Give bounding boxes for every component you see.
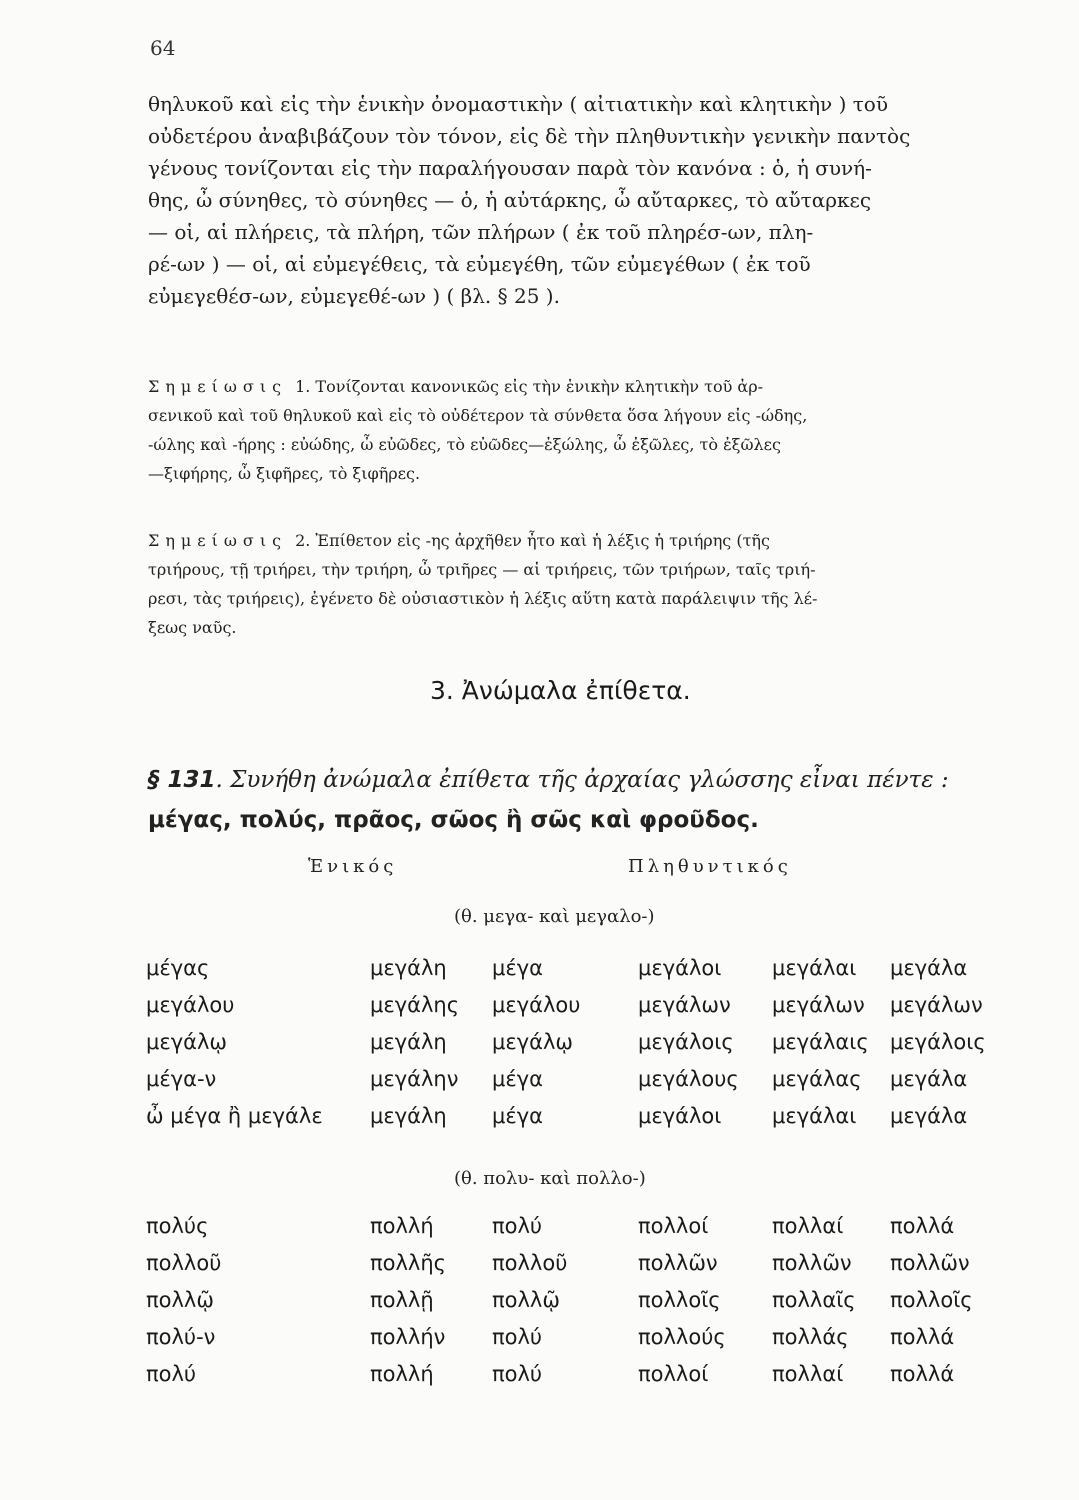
table-cell: πολλοί bbox=[638, 1362, 709, 1386]
table-cell: πολλῇ bbox=[370, 1288, 434, 1312]
text-line: 1. Τονίζονται κανονικῶς εἰς τὴν ἑνικὴν κλητικὴν τοῦ ἀρ- bbox=[295, 377, 764, 396]
table-cell: πολλαί bbox=[772, 1362, 844, 1386]
text-line: θηλυκοῦ καὶ εἰς τὴν ἑνικὴν ὀνομαστικὴν ( αἰτιατικὴν καὶ κλητικὴν ) τοῦ bbox=[148, 92, 888, 116]
table-cell: μεγάλη bbox=[370, 956, 447, 980]
adjective-list: μέγας, πολύς, πρᾶος, σῶος ἢ σῶς καὶ φροῦδος. bbox=[148, 807, 759, 833]
section-number: § 131 bbox=[148, 767, 216, 793]
table-cell: πολλαί bbox=[772, 1214, 844, 1238]
table-cell: πολύ bbox=[492, 1214, 543, 1238]
text-line: σενικοῦ καὶ τοῦ θηλυκοῦ καὶ εἰς τὸ οὐδέτερον τὰ σύνθετα ὅσα λήγουν εἰς -ώδης, bbox=[148, 406, 808, 425]
table-cell: μέγα bbox=[492, 1067, 543, 1091]
table-cell: μεγάλα bbox=[890, 1104, 968, 1128]
table-cell: μεγάλας bbox=[772, 1067, 862, 1091]
plural-header: Πληθυντικός bbox=[628, 856, 792, 877]
table-cell: μεγάλη bbox=[370, 1104, 447, 1128]
table-cell: μεγάλης bbox=[370, 993, 460, 1017]
note-label: Σημείωσις bbox=[148, 377, 288, 396]
table-cell: πολλά bbox=[890, 1325, 955, 1349]
megas-stem: (θ. μεγα- καὶ μεγαλο-) bbox=[454, 906, 655, 927]
section-heading: 3. Ἀνώμαλα ἐπίθετα. bbox=[430, 676, 691, 705]
text-line: γένους τονίζονται εἰς τὴν παραλήγουσαν παρὰ τὸν κανόνα : ὁ, ἡ συνή- bbox=[148, 156, 872, 180]
text-line: ρεσι, τὰς τριήρεις), ἐγένετο δὲ οὐσιαστικὸν ἡ λέξις αὕτη κατὰ παράλειψιν τῆς λέ- bbox=[148, 589, 818, 608]
table-cell: πολλοῖς bbox=[638, 1288, 721, 1312]
table-cell: πολλοῖς bbox=[890, 1288, 973, 1312]
table-cell: μεγάλῳ bbox=[146, 1030, 227, 1054]
section-intro: . Συνήθη ἀνώμαλα ἐπίθετα τῆς ἀρχαίας γλώσσης εἶναι πέντε : bbox=[215, 767, 949, 793]
table-cell: πολλῶν bbox=[890, 1251, 970, 1275]
table-cell: πολλῷ bbox=[146, 1288, 214, 1312]
table-cell: μεγάλην bbox=[370, 1067, 459, 1091]
text-line: 2. Ἐπίθετον εἰς -ης ἀρχῆθεν ἦτο καὶ ἡ λέξις ἡ τριήρης (τῆς bbox=[295, 531, 770, 550]
text-line: τριήρους, τῇ τριήρει, τὴν τριήρη, ὦ τριῆρες — αἱ τριήρεις, τῶν τριήρων, ταῖς τριή- bbox=[148, 560, 816, 579]
text-line: — οἱ, αἱ πλήρεις, τὰ πλήρη, τῶν πλήρων ( ἐκ τοῦ πληρέσ-ων, πλη- bbox=[148, 220, 814, 244]
table-cell: μεγάλαι bbox=[772, 1104, 857, 1128]
table-cell: πολλοί bbox=[638, 1214, 709, 1238]
text-line: -ώλης καὶ -ήρης : εὐώδης, ὦ εὐῶδες, τὸ εὐῶδες—ἐξώλης, ὦ ἐξῶλες, τὸ ἐξῶλες bbox=[148, 435, 781, 454]
table-cell: μέγα bbox=[492, 956, 543, 980]
table-cell: πολλούς bbox=[638, 1325, 726, 1349]
table-cell: μεγάλοι bbox=[638, 1104, 722, 1128]
table-cell: μεγάλα bbox=[890, 1067, 968, 1091]
table-cell: πολλοῦ bbox=[146, 1251, 222, 1275]
table-cell: πολλῷ bbox=[492, 1288, 560, 1312]
paragraph-accent-rules bbox=[148, 88, 1018, 312]
table-cell: πολλήν bbox=[370, 1325, 446, 1349]
section-131 bbox=[148, 760, 1028, 840]
table-cell: μεγάλων bbox=[890, 993, 983, 1017]
table-cell: πολλάς bbox=[772, 1325, 849, 1349]
table-cell: πολλή bbox=[370, 1214, 434, 1238]
table-cell: μεγάλῳ bbox=[492, 1030, 573, 1054]
table-cell: μέγα-ν bbox=[146, 1067, 217, 1091]
text-line: θης, ὦ σύνηθες, τὸ σύνηθες — ὁ, ἡ αὐτάρκης, ὦ αὔταρκες, τὸ αὔταρκες bbox=[148, 188, 872, 212]
table-cell: πολύς bbox=[146, 1214, 209, 1238]
table-cell: πολλά bbox=[890, 1214, 955, 1238]
table-cell: μέγα bbox=[492, 1104, 543, 1128]
table-cell: μεγάλαι bbox=[772, 956, 857, 980]
table-cell: πολλοῦ bbox=[492, 1251, 568, 1275]
table-cell: πολύ bbox=[492, 1325, 543, 1349]
text-line: ρέ-ων ) — οἱ, αἱ εὐμεγέθεις, τὰ εὐμεγέθη, τῶν εὐμεγέθων ( ἐκ τοῦ bbox=[148, 252, 811, 276]
text-line: —ξιφήρης, ὦ ξιφῆρες, τὸ ξιφῆρες. bbox=[148, 464, 421, 483]
table-cell: πολλαῖς bbox=[772, 1288, 856, 1312]
table-cell: πολλῶν bbox=[772, 1251, 852, 1275]
table-cell: μεγάλη bbox=[370, 1030, 447, 1054]
text-line: εὐμεγεθέσ-ων, εὐμεγεθέ-ων ) ( βλ. § 25 ). bbox=[148, 284, 560, 308]
table-cell: μεγάλοις bbox=[890, 1030, 986, 1054]
table-cell: μεγάλαις bbox=[772, 1030, 869, 1054]
note-2 bbox=[148, 526, 1018, 642]
table-cell: ὦ μέγα ἢ μεγάλε bbox=[146, 1104, 323, 1128]
table-cell: μεγάλων bbox=[772, 993, 865, 1017]
table-cell: πολύ bbox=[492, 1362, 543, 1386]
table-cell: πολλῶν bbox=[638, 1251, 718, 1275]
table-cell: πολλή bbox=[370, 1362, 434, 1386]
table-cell: πολλῆς bbox=[370, 1251, 446, 1275]
singular-header: Ἑνικός bbox=[308, 856, 398, 877]
text-line: ξεως ναῦς. bbox=[148, 618, 237, 637]
table-cell: μέγας bbox=[146, 956, 210, 980]
table-cell: μεγάλων bbox=[638, 993, 731, 1017]
text-line: οὐδετέρου ἀναβιβάζουν τὸν τόνον, εἰς δὲ τὴν πληθυντικὴν γενικὴν παντὸς bbox=[148, 124, 911, 148]
table-cell: μεγάλα bbox=[890, 956, 968, 980]
table-cell: μεγάλους bbox=[638, 1067, 739, 1091]
table-cell: μεγάλοι bbox=[638, 956, 722, 980]
table-cell: μεγάλου bbox=[492, 993, 581, 1017]
polys-stem: (θ. πολυ- καὶ πολλο-) bbox=[454, 1168, 646, 1189]
note-1 bbox=[148, 372, 1018, 488]
table-cell: μεγάλοις bbox=[638, 1030, 734, 1054]
table-cell: μεγάλου bbox=[146, 993, 235, 1017]
page-number: 64 bbox=[150, 36, 176, 60]
table-cell: πολύ bbox=[146, 1362, 197, 1386]
note-label: Σημείωσις bbox=[148, 531, 288, 550]
table-cell: πολύ-ν bbox=[146, 1325, 216, 1349]
table-cell: πολλά bbox=[890, 1362, 955, 1386]
